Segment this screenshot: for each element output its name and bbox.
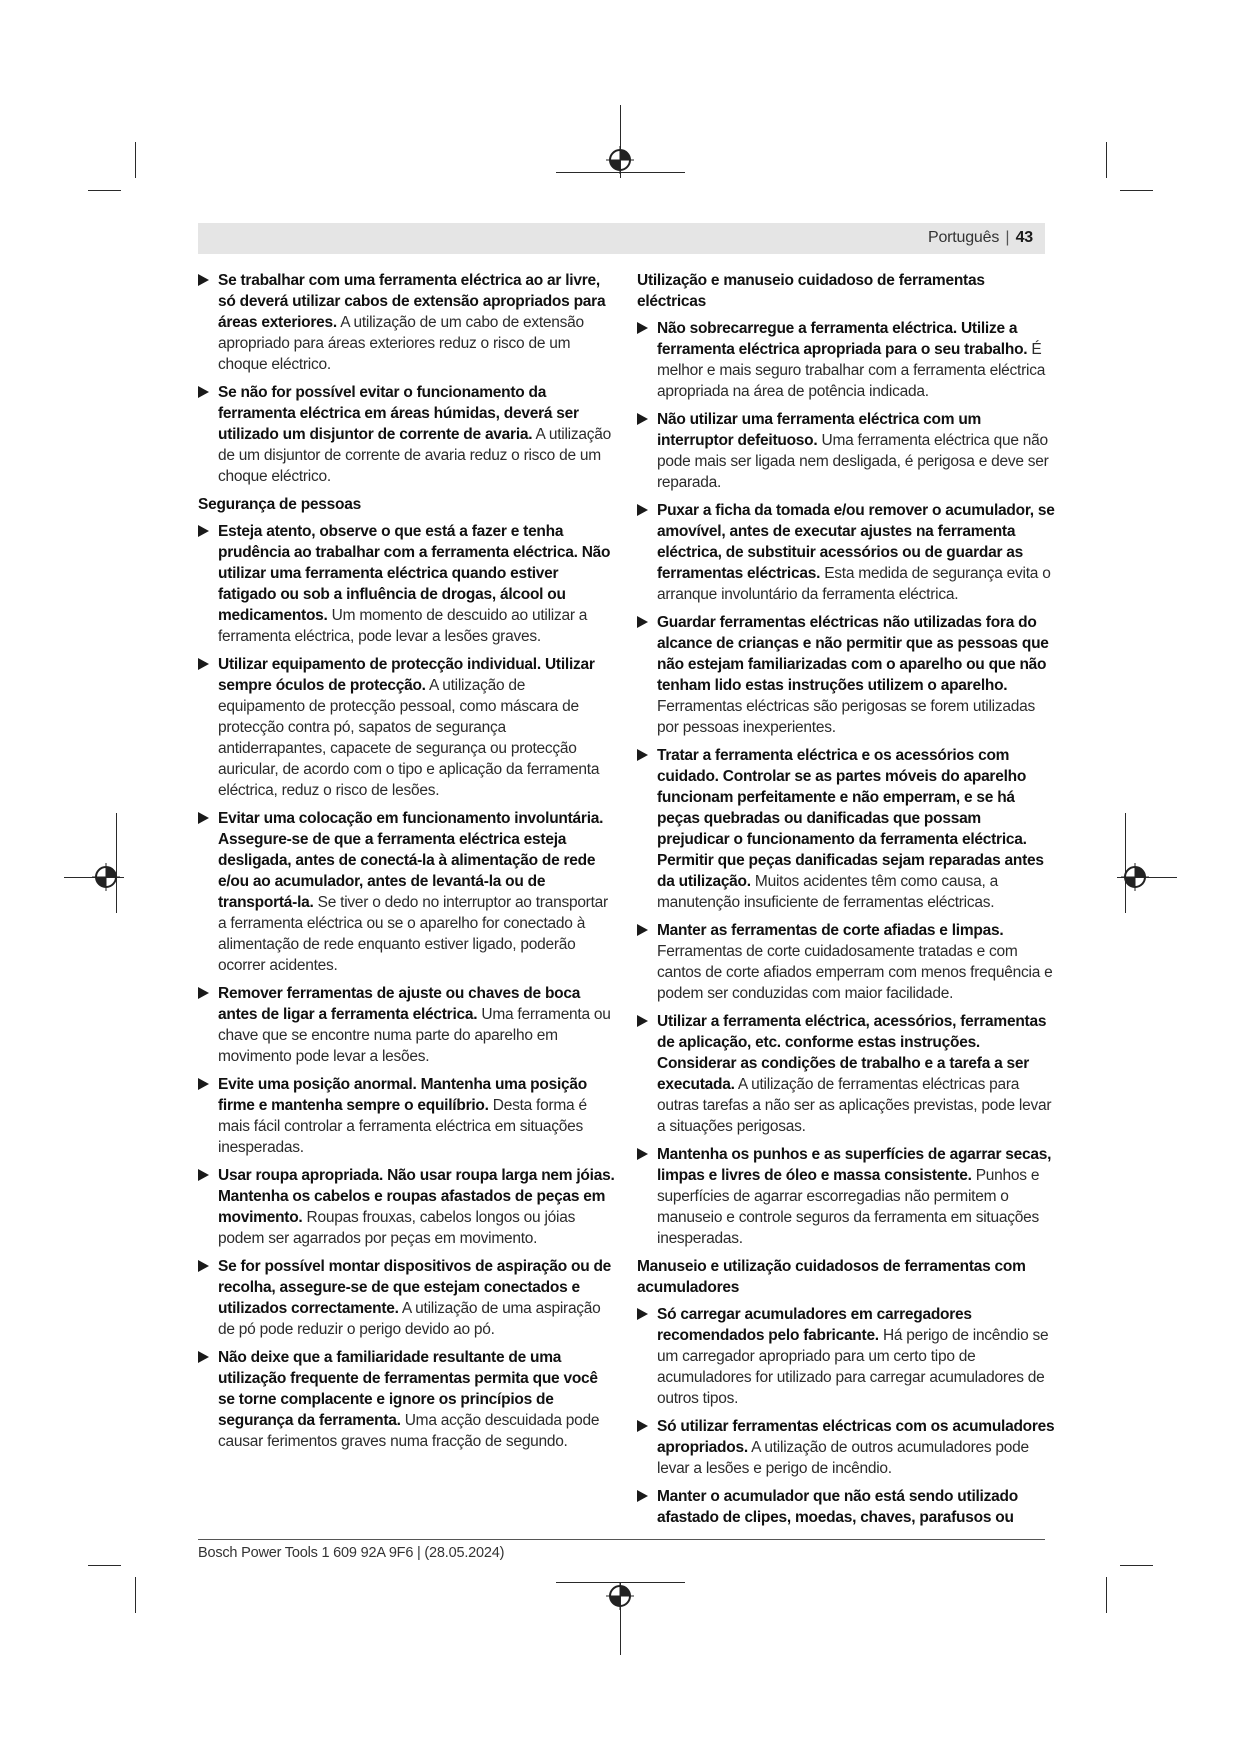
bullet-triangle-icon [198,386,209,398]
footer-text: Bosch Power Tools 1 609 92A 9F6 | (28.05.2024) [198,1545,505,1561]
crop-mark [88,190,121,191]
bullet-bold-text: Só carregar acumuladores em carregadores recomendados pelo fabricante. [657,1306,972,1344]
bullet-body-text: Ferramentas eléctricas são perigosas se forem utilizadas por pessoas inexperientes. [657,698,1035,736]
bullet-item [198,1256,616,1340]
bullet-bold-text: Tratar a ferramenta eléctrica e os acessórios com cuidado. Controlar se as partes móveis do aparelho funcionam perfeitamente e não emperram, e se há peças quebradas ou danificadas que possam prejudicar o funcionamento da ferramenta eléctrica. Permitir que peças danificadas sejam reparadas antes da utilização. [657,747,1044,890]
bullet-item [198,1074,616,1158]
bullet-item [637,1416,1055,1479]
bullet-item [198,521,616,647]
bullet-triangle-icon [198,1260,209,1272]
section-heading-tool-use: Utilização e manuseio cuidadoso de ferramentas eléctricas [637,272,985,310]
bullet-body-text: Um momento de descuido ao utilizar a ferramenta eléctrica, pode levar a lesões graves. [218,607,588,645]
bullet-triangle-icon [637,1420,648,1432]
bullet-item [637,500,1055,605]
bullet-triangle-icon [637,924,648,936]
bullet-item [637,1011,1055,1137]
bullet-bold-text: Esteja atento, observe o que está a fazer e tenha prudência ao trabalhar com a ferramenta eléctrica. Não utilizar uma ferramenta eléctrica quando estiver fatigado ou sob a influência de drogas, álcool ou medicamentos. [218,523,611,624]
bullet-item [637,318,1055,402]
bullet-item [198,1165,616,1249]
crop-mark [135,1577,136,1613]
bullet-triangle-icon [637,749,648,761]
registration-target-icon [92,863,120,891]
bullet-bold-text: Utilizar a ferramenta eléctrica, acessórios, ferramentas de aplicação, etc. conforme estas instruções. Considerar as condições de trabalho e a tarefa a ser executada. [657,1013,1047,1093]
bullet-body-text: Uma ferramenta ou chave que se encontre numa parte do aparelho em movimento pode levar a lesões. [218,1006,611,1065]
bullet-item [198,270,616,375]
tool-use-list [637,318,1055,1249]
bullet-item [198,808,616,976]
bullet-body-text: A utilização de um cabo de extensão apropriado para áreas exteriores reduz o risco de um choque eléctrico. [218,314,584,373]
bullet-body-text: Se tiver o dedo no interruptor ao transportar a ferramenta eléctrica ou se o aparelho for conectado à alimentação de rede enquanto estiver ligado, poderão ocorrer acidentes. [218,894,608,974]
bullet-triangle-icon [637,1490,648,1502]
section-heading-people-safety: Segurança de pessoas [198,496,361,513]
bullet-item [637,612,1055,738]
bullet-body-text: Desta forma é mais fácil controlar a ferramenta eléctrica em situações inesperadas. [218,1097,587,1156]
bullet-body-text: A utilização de outros acumuladores pode levar a lesões e perigo de incêndio. [657,1439,1029,1477]
bullet-bold-text: Evitar uma colocação em funcionamento involuntária. Assegure-se de que a ferramenta eléctrica esteja desligada, antes de conectá-la à alimentação de rede e/ou ao acumulador, antes de levantá-la ou de transportá-la. [218,810,604,911]
bullet-triangle-icon [637,322,648,334]
bullet-triangle-icon [198,658,209,670]
crop-mark [1120,1565,1153,1566]
page-header [198,223,1045,254]
bullet-item [637,745,1055,913]
registration-target-icon [606,146,634,174]
bullet-item [198,983,616,1067]
bullet-item [637,409,1055,493]
bullet-body-text: Esta medida de segurança evita o arranque involuntário da ferramenta eléctrica. [657,565,1051,603]
right-column [637,270,1055,1535]
crop-mark [135,142,136,178]
left-column [198,270,616,1459]
bullet-triangle-icon [637,1308,648,1320]
section-heading-battery-tools: Manuseio e utilização cuidadosos de ferramentas com acumuladores [637,1258,1026,1296]
page-number: 43 [1015,229,1033,246]
bullet-bold-text: Evite uma posição anormal. Mantenha uma posição firme e mantenha sempre o equilíbrio. [218,1076,587,1114]
bullet-triangle-icon [637,1148,648,1160]
bullet-bold-text: Puxar a ficha da tomada e/ou remover o acumulador, se amovível, antes de executar ajustes na ferramenta eléctrica, de substituir acessórios ou de guardar as ferramentas eléctricas. [657,502,1055,582]
header-separator: | [1005,229,1010,246]
bullet-bold-text: Manter as ferramentas de corte afiadas e limpas. [657,922,1004,939]
bullet-item [198,654,616,801]
bullet-triangle-icon [198,525,209,537]
bullet-body-text: Punhos e superfícies de agarrar escorregadias não permitem o manuseio e controle seguros da ferramenta em situações inesperadas. [657,1167,1040,1247]
bullet-bold-text: Se trabalhar com uma ferramenta eléctrica ao ar livre, só deverá utilizar cabos de extensão apropriados para áreas exteriores. [218,272,606,331]
registration-target-icon [606,1582,634,1610]
bullet-bold-text: Remover ferramentas de ajuste ou chaves de boca antes de ligar a ferramenta eléctrica. [218,985,581,1023]
crop-mark [1106,1577,1107,1613]
registration-target-icon [1121,863,1149,891]
bullet-bold-text: Manter o acumulador que não está sendo utilizado afastado de clipes, moedas, chaves, parafusos ou [657,1488,1018,1526]
crop-mark [1106,142,1107,178]
bullet-body-text: Roupas frouxas, cabelos longos ou jóias podem ser agarrados por peças em movimento. [218,1209,576,1247]
people-safety-list [198,521,616,1452]
bullet-body-text: É melhor e mais seguro trabalhar com a ferramenta eléctrica apropriada na área de potência indicada. [657,341,1046,400]
bullet-bold-text: Mantenha os punhos e as superfícies de agarrar secas, limpas e livres de óleo e massa consistente. [657,1146,1052,1184]
bullet-body-text: A utilização de uma aspiração de pó pode reduzir o perigo devido ao pó. [218,1300,601,1338]
bullet-triangle-icon [637,413,648,425]
bullet-triangle-icon [198,1351,209,1363]
bullet-triangle-icon [198,812,209,824]
bullet-item [198,1347,616,1452]
bullet-body-text: Uma ferramenta eléctrica que não pode mais ser ligada nem desligada, é perigosa e deve ser reparada. [657,432,1049,491]
bullet-item [637,1304,1055,1409]
footer-rule [198,1539,1045,1540]
bullet-triangle-icon [637,1015,648,1027]
bullet-body-text: Muitos acidentes têm como causa, a manutenção insuficiente de ferramentas eléctricas. [657,873,998,911]
bullet-bold-text: Não sobrecarregue a ferramenta eléctrica. Utilize a ferramenta eléctrica apropriada para o seu trabalho. [657,320,1028,358]
bullet-item [198,382,616,487]
bullet-body-text: Há perigo de incêndio se um carregador apropriado para um certo tipo de acumuladores for utilizado para carregar acumuladores de outros tipos. [657,1327,1049,1407]
bullet-triangle-icon [637,504,648,516]
bullet-bold-text: Só utilizar ferramentas eléctricas com os acumuladores apropriados. [657,1418,1055,1456]
bullet-body-text: A utilização de equipamento de protecção pessoal, como máscara de protecção contra pó, sapatos de segurança antiderrapantes, capacete de segurança ou protecção auricular, de acordo com o tipo e aplicação da ferramenta eléctrica, reduz o risco de lesões. [218,677,600,799]
bullet-body-text: A utilização de ferramentas eléctricas para outras tarefas a não ser as aplicações previstas, pode levar a situações perigosas. [657,1076,1052,1135]
bullet-item [637,1486,1055,1528]
battery-tools-list [637,1304,1055,1528]
bullet-item [637,920,1055,1004]
left-top-list [198,270,616,487]
bullet-triangle-icon [198,1169,209,1181]
header-text [928,229,1033,247]
bullet-bold-text: Se não for possível evitar o funcionamento da ferramenta eléctrica em áreas húmidas, deverá ser utilizado um disjuntor de corrente de avaria. [218,384,579,443]
bullet-triangle-icon [198,987,209,999]
bullet-bold-text: Guardar ferramentas eléctricas não utilizadas fora do alcance de crianças e não permitir que as pessoas que não estejam familiarizadas com o aparelho ou que não tenham lido estas instruções utilizem o aparelho. [657,614,1049,694]
header-language: Português [927,229,1000,246]
bullet-bold-text: Não deixe que a familiaridade resultante de uma utilização frequente de ferramentas permita que você se torne complacente e ignore os princípios de segurança da ferramenta. [218,1349,598,1429]
crop-mark [1120,190,1153,191]
bullet-bold-text: Utilizar equipamento de protecção individual. Utilizar sempre óculos de protecção. [218,656,595,694]
bullet-triangle-icon [198,1078,209,1090]
bullet-bold-text: Usar roupa apropriada. Não usar roupa larga nem jóias. Mantenha os cabelos e roupas afastados de peças em movimento. [218,1167,615,1226]
bullet-item [637,1144,1055,1249]
bullet-bold-text: Se for possível montar dispositivos de aspiração ou de recolha, assegure-se de que estejam conectados e utilizados correctamente. [218,1258,612,1317]
bullet-body-text: A utilização de um disjuntor de corrente de avaria reduz o risco de um choque eléctrico. [218,426,611,485]
bullet-triangle-icon [637,616,648,628]
bullet-bold-text: Não utilizar uma ferramenta eléctrica com um interruptor defeituoso. [657,411,982,449]
bullet-triangle-icon [198,274,209,286]
bullet-body-text: Uma acção descuidada pode causar ferimentos graves numa fracção de segundo. [218,1412,600,1450]
bullet-body-text: Ferramentas de corte cuidadosamente tratadas e com cantos de corte afiados emperram com menos frequência e podem ser conduzidas com maior facilidade. [657,943,1053,1002]
crop-mark [88,1565,121,1566]
